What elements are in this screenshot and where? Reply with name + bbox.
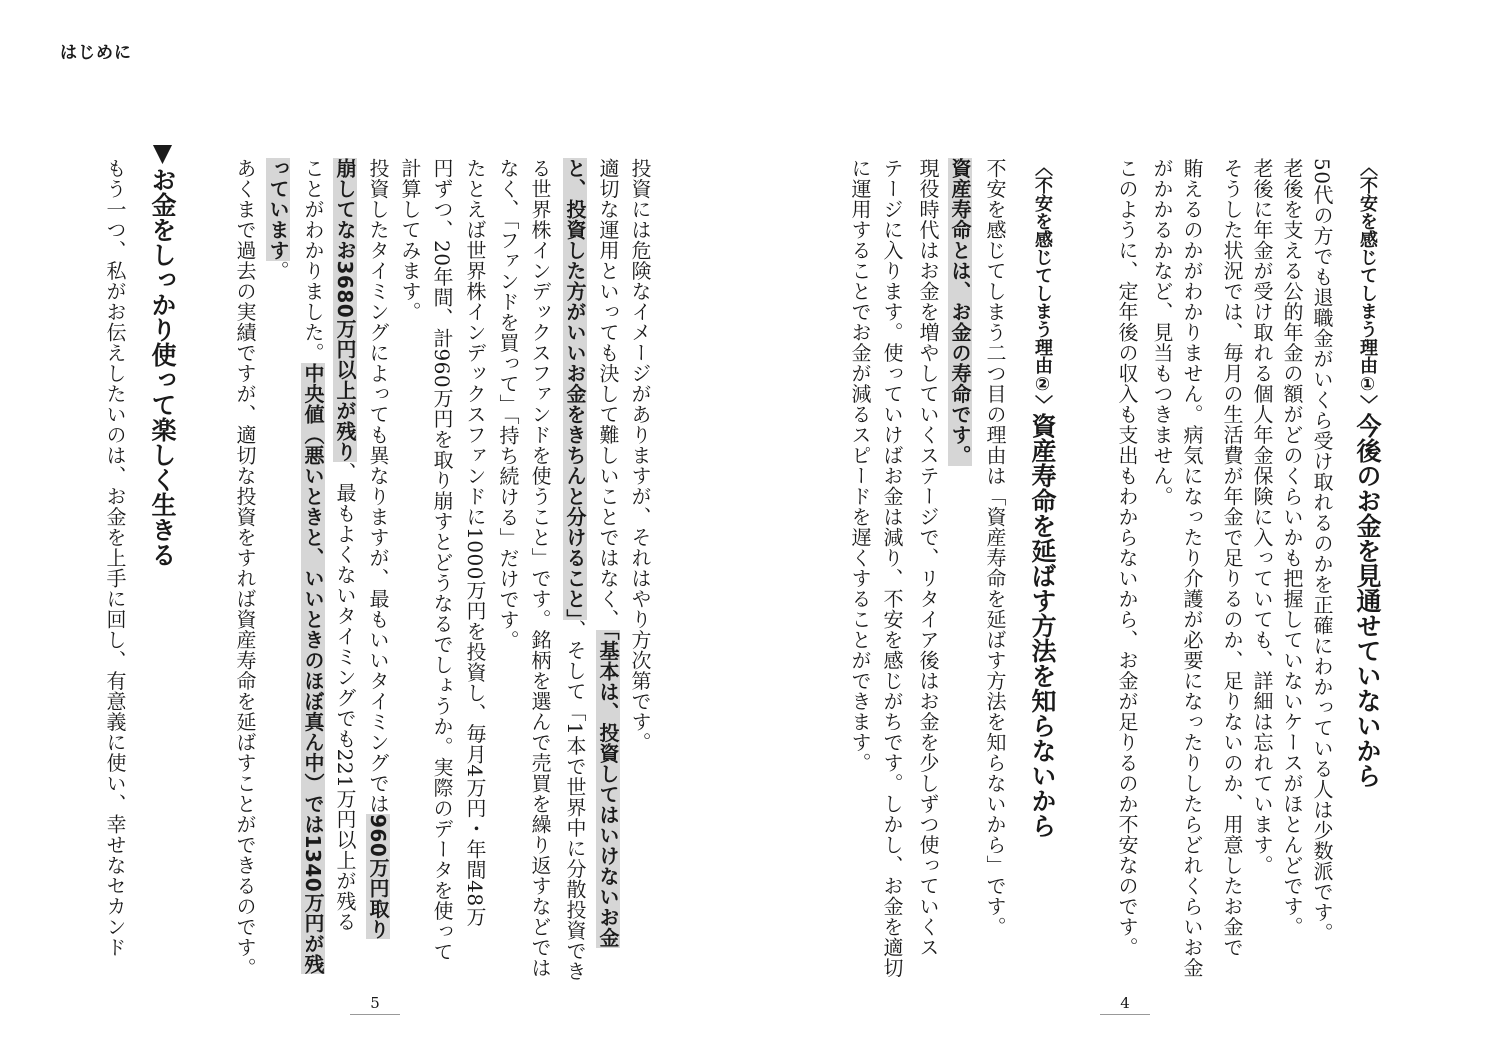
body-line: る世界株インデックスファンドを使うこと」です。銘柄を選んで売買を繰り返すなどでは	[528, 158, 552, 978]
body-line	[565, 158, 585, 981]
body-line: 不安を感じてしまう二つ目の理由は「資産寿命を延ばす方法を知らないから」です。	[983, 158, 1007, 937]
highlight-text: 960万円取り	[366, 814, 390, 940]
body-text: 、最もよくないタイミングでも221万円以上が残る	[333, 461, 357, 932]
body-text: 投資したタイミングによっても異なりますが、最もいいタイミングでは	[366, 158, 390, 814]
body-line: 現役時代はお金を増やしていくステージで、リタイア後はお金を少しずつ使っていくス	[916, 158, 940, 958]
heading-reason-1-title: 今後のお金を見通せていないから	[1353, 413, 1382, 788]
running-head: はじめに	[60, 43, 132, 63]
body-line: がかかるかなど、見当もつきません。	[1150, 158, 1174, 507]
body-line: 円ずつ、20年間、計960万円を取り崩すとどうなるでしょうか。実際のデータを使って	[430, 158, 454, 963]
body-text: 適切な運用といっても決して難しいことではなく、	[596, 158, 620, 630]
body-line: なく、「ファンドを買って」「持ち続ける」だけです。	[496, 158, 520, 651]
body-line	[368, 158, 388, 939]
body-line: もう一つ、私がお伝えしたいのは、お金を上手に回し、有意義に使い、幸せなセカンド	[103, 158, 127, 958]
page-number-left: 5	[370, 994, 380, 1012]
body-line	[303, 158, 323, 974]
heading-reason-1-prefix: 〈不安を感じてしまう理由①〉	[1357, 158, 1378, 413]
body-text: 。	[266, 260, 290, 281]
highlight-text: 崩してなお3680万円以上が残り	[333, 158, 357, 462]
body-text: ことがわかりました。	[301, 158, 325, 363]
body-line: テージに入ります。使っていけばお金は減り、不安を感じがちです。しかし、お金を適切	[880, 158, 904, 978]
folio-rule-left	[350, 1014, 400, 1015]
heading-reason-2-prefix: 〈不安を感じてしまう理由②〉	[1032, 158, 1053, 413]
body-line: 賄えるのかがわかりません。病気になったり介護が必要になったりしたらどれくらいお金	[1180, 158, 1204, 978]
body-line: 老後に年金が受け取れる個人年金保険に入っていても、詳細は忘れています。	[1250, 158, 1274, 876]
folio-rule-right	[1100, 1014, 1150, 1015]
page-number-right: 4	[1120, 994, 1130, 1012]
body-line: に運用することでお金が減るスピードを遅くすることができます。	[848, 158, 872, 773]
body-line: そうした状況では、毎月の生活費が年金で足りるのか、足りないのか、用意したお金で	[1220, 158, 1244, 958]
highlight-text: 資産寿命とは、お金の寿命です。	[948, 158, 972, 466]
body-line	[335, 158, 355, 932]
body-line	[598, 158, 618, 948]
highlight-text: 「基本は、投資してはいけないお金	[596, 629, 620, 948]
body-line	[950, 158, 970, 466]
highlight-text: 中央値（悪いときと、いいときのほぼ真ん中）では1340万円が残	[301, 363, 325, 975]
highlight-text: と、投資した方がいいお金をきちんと分けること」	[563, 158, 587, 620]
body-line: 投資には危険なイメージがありますが、それはやり方次第です。	[628, 158, 652, 753]
heading-reason-1	[1355, 158, 1380, 788]
highlight-text: っています	[266, 158, 290, 261]
body-line: あくまで過去の実績ですが、適切な投資をすれば資産寿命を延ばすことができるのです。	[233, 158, 257, 978]
body-line: 50代の方でも退職金がいくら受け取れるのかを正確にわかっている人は少数派です。	[1310, 158, 1334, 943]
heading-reason-2	[1030, 158, 1055, 838]
body-text: 、そして「1本で世界中に分散投資でき	[563, 619, 587, 982]
body-line: このように、定年後の収入も支出もわからないから、お金が足りるのか不安なのです。	[1115, 158, 1139, 958]
heading-reason-2-title: 資産寿命を延ばす方法を知らないから	[1028, 413, 1057, 838]
body-line: 計算してみます。	[398, 158, 422, 322]
body-line: 老後を支える公的年金の額がどのくらいかも把握していないケースがほとんどです。	[1280, 158, 1304, 937]
body-line	[268, 158, 288, 281]
heading-section: ▼お金をしっかり使って楽しく生きる	[148, 138, 177, 567]
body-line: たとえば世界株インデックスファンドに1000万円を投資し、毎月4万円・年間48万	[463, 158, 487, 928]
